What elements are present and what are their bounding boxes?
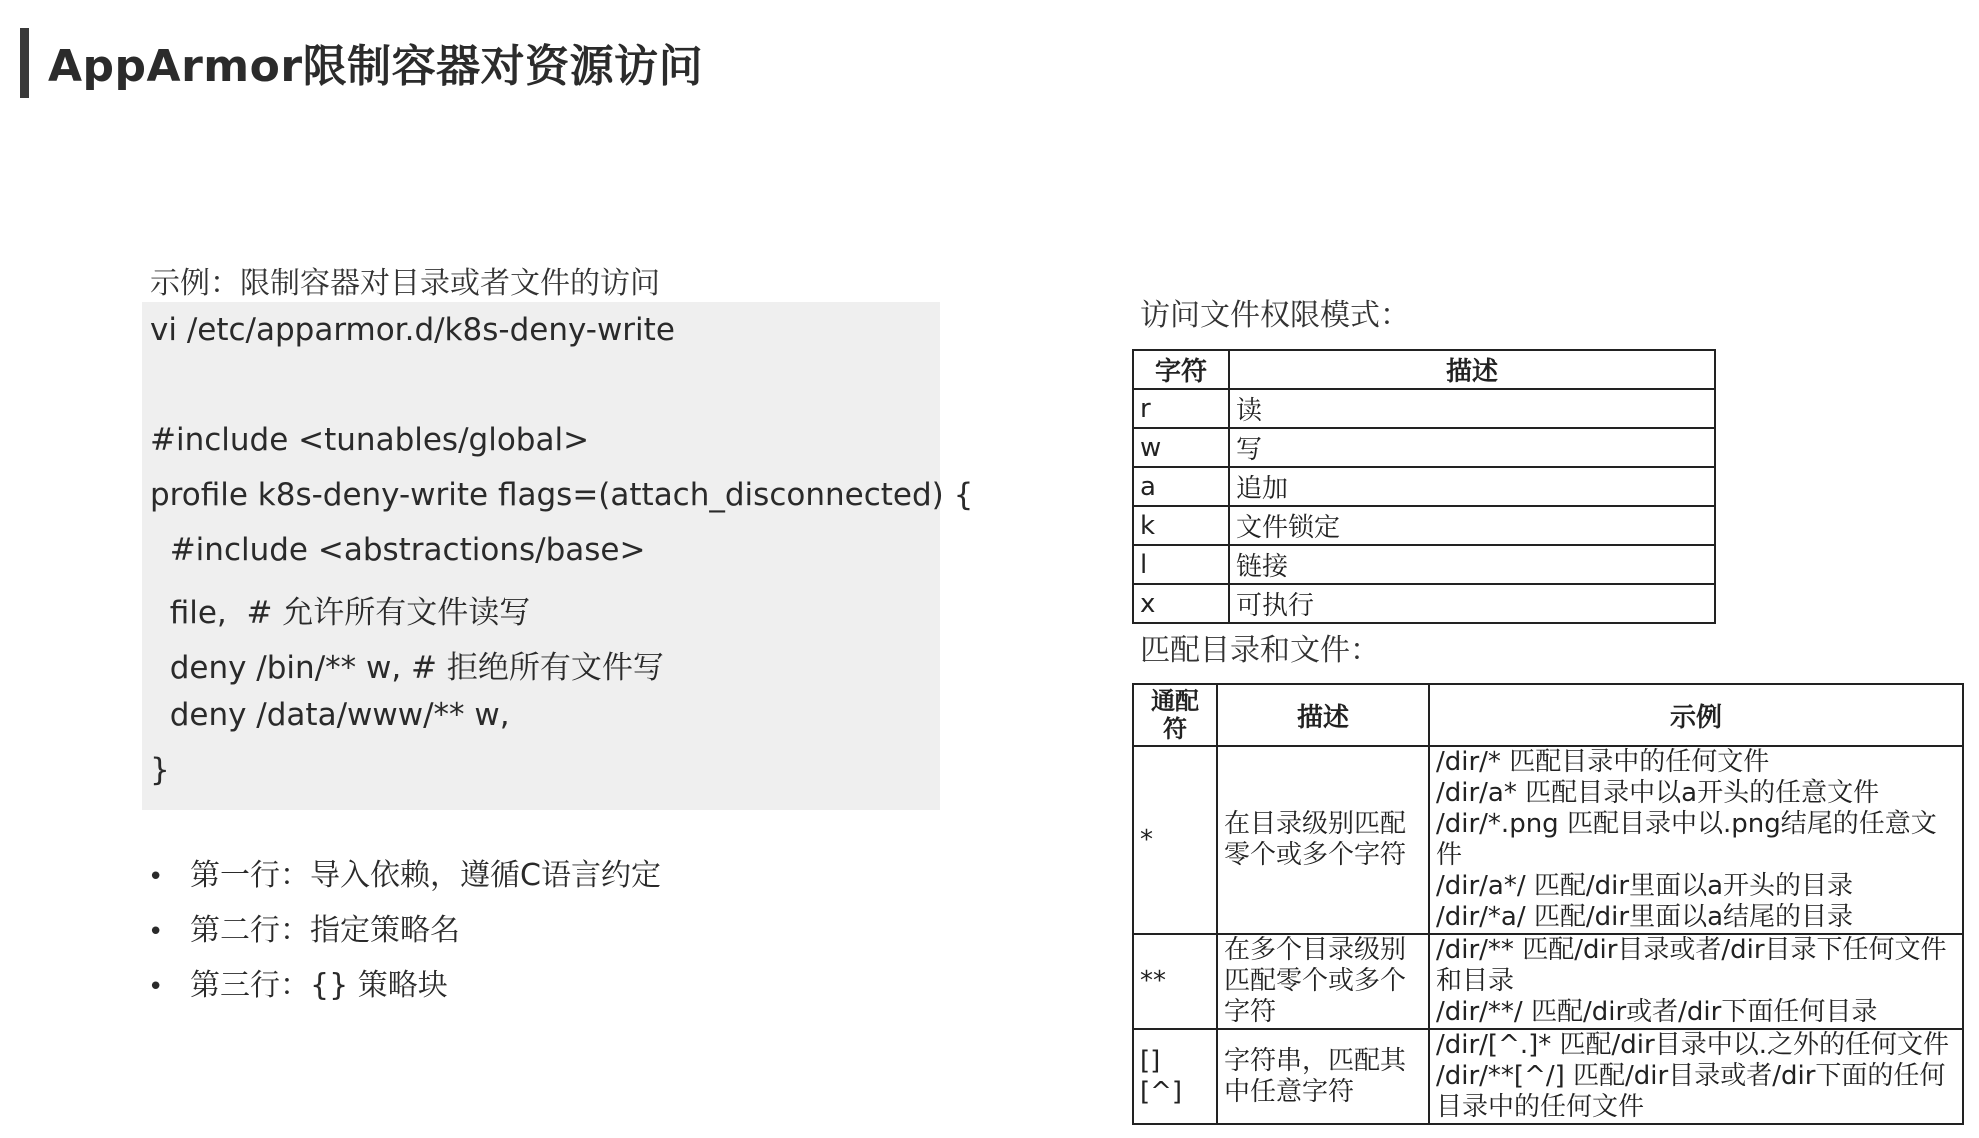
wildcard-desc: 字符串，匹配其中任意字符	[1217, 1029, 1429, 1124]
table-header-row	[1133, 684, 1963, 746]
permission-desc: 读	[1229, 389, 1715, 428]
table-row	[1133, 506, 1715, 545]
wildcard-examples	[1429, 1029, 1963, 1124]
column-header: 示例	[1429, 684, 1963, 746]
permission-char: r	[1133, 389, 1229, 428]
permissions-table	[1132, 349, 1716, 624]
list-item	[148, 848, 661, 903]
permission-char: l	[1133, 545, 1229, 584]
bullet-icon: •	[148, 862, 164, 892]
example-line: /dir/* 匹配目录中的任何文件	[1436, 747, 1770, 777]
table-header-row	[1133, 350, 1715, 389]
column-header: 字符	[1133, 350, 1229, 389]
list-item	[148, 958, 661, 1013]
table-row	[1133, 584, 1715, 623]
permissions-label: 访问文件权限模式：	[1140, 298, 1410, 333]
example-line: 件	[1436, 840, 1463, 870]
permission-desc: 追加	[1229, 467, 1715, 506]
permission-char: k	[1133, 506, 1229, 545]
code-line: vi /etc/apparmor.d/k8s-deny-write	[150, 312, 675, 348]
wildcard-examples	[1429, 746, 1963, 934]
wildcard-cell	[1133, 934, 1217, 1029]
title-accent-bar	[20, 28, 29, 98]
table-row	[1133, 1029, 1963, 1124]
permission-desc: 写	[1229, 428, 1715, 467]
example-line: /dir/*a/ 匹配/dir里面以a结尾的目录	[1436, 902, 1854, 932]
example-line: /dir/a*/ 匹配/dir里面以a开头的目录	[1436, 871, 1854, 901]
wildcard-symbol: []	[1140, 1045, 1161, 1076]
code-line: profile k8s-deny-write flags=(attach_disconnected) {	[150, 477, 974, 513]
table-row	[1133, 746, 1963, 934]
permission-char: a	[1133, 467, 1229, 506]
bullet-icon: •	[148, 917, 164, 947]
column-header: 描述	[1229, 350, 1715, 389]
wildcard-examples	[1429, 934, 1963, 1029]
example-line: /dir/[^.]* 匹配/dir目录中以.之外的任何文件	[1436, 1030, 1949, 1060]
code-line: }	[150, 752, 170, 788]
wildcard-symbol: **	[1140, 966, 1166, 996]
code-line: file, # 允许所有文件读写	[150, 595, 531, 631]
bullet-text: 第二行：指定策略名	[190, 913, 460, 948]
example-line: /dir/*.png 匹配目录中以.png结尾的任意文	[1436, 809, 1937, 839]
permission-char: x	[1133, 584, 1229, 623]
bullet-text: 第一行：导入依赖，遵循C语言约定	[190, 858, 661, 893]
permission-desc: 链接	[1229, 545, 1715, 584]
column-header: 通配符	[1133, 684, 1217, 746]
table-row	[1133, 467, 1715, 506]
example-line: /dir/** 匹配/dir目录或者/dir目录下任何文件	[1436, 935, 1947, 965]
wildcard-symbol: [^]	[1140, 1076, 1183, 1107]
table-row	[1133, 934, 1963, 1029]
table-row	[1133, 428, 1715, 467]
wildcard-cell	[1133, 1029, 1217, 1124]
wildcards-table	[1132, 683, 1964, 1125]
example-line: /dir/**/ 匹配/dir或者/dir下面任何目录	[1436, 997, 1878, 1027]
example-line: /dir/a* 匹配目录中以a开头的任意文件	[1436, 778, 1880, 808]
code-line: deny /data/www/** w,	[150, 697, 510, 733]
wildcard-desc: 在目录级别匹配零个或多个字符	[1217, 746, 1429, 934]
page-title: AppArmor限制容器对资源访问	[48, 41, 704, 92]
example-line: /dir/**[^/] 匹配/dir目录或者/dir下面的任何	[1436, 1061, 1946, 1091]
list-item	[148, 903, 661, 958]
wildcard-desc: 在多个目录级别匹配零个或多个字符	[1217, 934, 1429, 1029]
table-row	[1133, 545, 1715, 584]
code-line: deny /bin/** w, # 拒绝所有文件写	[150, 650, 664, 686]
permission-desc: 文件锁定	[1229, 506, 1715, 545]
table-row	[1133, 389, 1715, 428]
wildcards-label: 匹配目录和文件：	[1140, 633, 1380, 668]
code-line: #include <abstractions/base>	[150, 532, 646, 568]
bullet-text: 第三行：{} 策略块	[190, 968, 448, 1003]
code-line: #include <tunables/global>	[150, 422, 590, 458]
code-block	[142, 302, 974, 810]
example-line: 和目录	[1436, 966, 1515, 996]
bullet-list	[148, 848, 661, 1013]
permission-char: w	[1133, 428, 1229, 467]
wildcard-cell	[1133, 746, 1217, 934]
permission-desc: 可执行	[1229, 584, 1715, 623]
bullet-icon: •	[148, 972, 164, 1002]
wildcard-symbol: *	[1140, 824, 1153, 855]
example-line: 目录中的任何文件	[1436, 1092, 1645, 1122]
example-caption: 示例：限制容器对目录或者文件的访问	[150, 266, 660, 301]
column-header: 描述	[1217, 684, 1429, 746]
